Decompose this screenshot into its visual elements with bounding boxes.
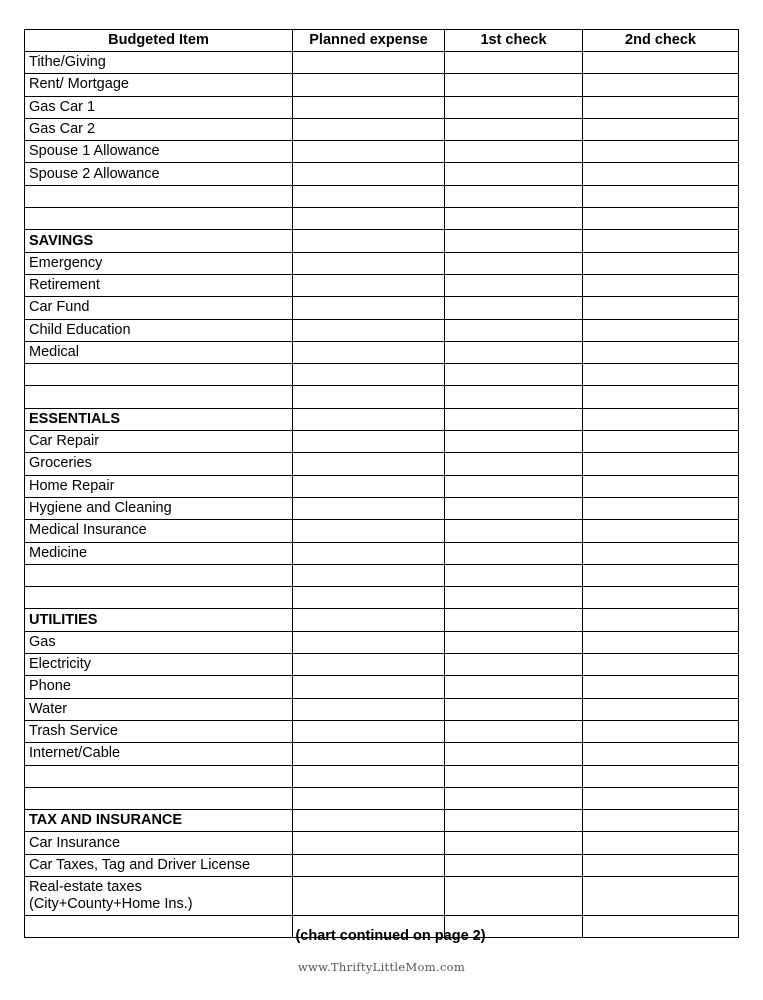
planned-expense-cell	[293, 720, 445, 742]
item-label: Water	[25, 698, 293, 720]
first-check-cell	[445, 252, 583, 274]
first-check-cell	[445, 364, 583, 386]
table-row	[25, 297, 739, 319]
section-header-row	[25, 408, 739, 430]
planned-expense-cell	[293, 252, 445, 274]
first-check-cell	[445, 654, 583, 676]
item-label: Spouse 1 Allowance	[25, 141, 293, 163]
item-label: Car Taxes, Tag and Driver License	[25, 854, 293, 876]
first-check-cell	[445, 297, 583, 319]
section-header-row	[25, 810, 739, 832]
first-check-cell	[445, 743, 583, 765]
first-check-cell	[445, 542, 583, 564]
item-label: Medical	[25, 341, 293, 363]
first-check-cell	[445, 52, 583, 74]
planned-expense-cell	[293, 185, 445, 207]
first-check-cell	[445, 787, 583, 809]
planned-expense-cell	[293, 564, 445, 586]
planned-expense-cell	[293, 341, 445, 363]
first-check-cell	[445, 832, 583, 854]
planned-expense-cell	[293, 163, 445, 185]
second-check-cell	[583, 720, 739, 742]
item-label: Rent/ Mortgage	[25, 74, 293, 96]
second-check-cell	[583, 274, 739, 296]
table-row	[25, 765, 739, 787]
table-row	[25, 676, 739, 698]
item-label: Tithe/Giving	[25, 52, 293, 74]
second-check-cell	[583, 386, 739, 408]
planned-expense-cell	[293, 96, 445, 118]
first-check-cell	[445, 698, 583, 720]
first-check-cell	[445, 631, 583, 653]
table-row	[25, 274, 739, 296]
planned-expense-cell	[293, 587, 445, 609]
second-check-cell	[583, 96, 739, 118]
second-check-cell	[583, 185, 739, 207]
table-row	[25, 654, 739, 676]
planned-expense-cell	[293, 408, 445, 430]
planned-expense-cell	[293, 453, 445, 475]
second-check-cell	[583, 497, 739, 519]
planned-expense-cell	[293, 542, 445, 564]
first-check-cell	[445, 408, 583, 430]
first-check-cell	[445, 96, 583, 118]
item-label: Internet/Cable	[25, 743, 293, 765]
first-check-cell	[445, 386, 583, 408]
second-check-cell	[583, 810, 739, 832]
item-label	[25, 386, 293, 408]
planned-expense-cell	[293, 319, 445, 341]
item-label: Car Repair	[25, 431, 293, 453]
second-check-cell	[583, 141, 739, 163]
item-label	[25, 185, 293, 207]
first-check-cell	[445, 453, 583, 475]
first-check-cell	[445, 163, 583, 185]
first-check-cell	[445, 520, 583, 542]
item-label: Spouse 2 Allowance	[25, 163, 293, 185]
planned-expense-cell	[293, 74, 445, 96]
item-label: Trash Service	[25, 720, 293, 742]
header-budgeted-item: Budgeted Item	[25, 30, 293, 52]
planned-expense-cell	[293, 141, 445, 163]
table-row	[25, 208, 739, 230]
budget-rows	[25, 52, 739, 938]
second-check-cell	[583, 542, 739, 564]
second-check-cell	[583, 676, 739, 698]
first-check-cell	[445, 319, 583, 341]
second-check-cell	[583, 832, 739, 854]
item-label	[25, 364, 293, 386]
item-label: Medicine	[25, 542, 293, 564]
table-row	[25, 185, 739, 207]
section-header-row	[25, 609, 739, 631]
second-check-cell	[583, 564, 739, 586]
first-check-cell	[445, 810, 583, 832]
table-row	[25, 787, 739, 809]
item-label: Gas	[25, 631, 293, 653]
table-row	[25, 564, 739, 586]
item-label: Gas Car 2	[25, 118, 293, 140]
planned-expense-cell	[293, 743, 445, 765]
item-label: Groceries	[25, 453, 293, 475]
planned-expense-cell	[293, 876, 445, 915]
second-check-cell	[583, 431, 739, 453]
first-check-cell	[445, 609, 583, 631]
second-check-cell	[583, 876, 739, 915]
table-row	[25, 52, 739, 74]
table-row	[25, 475, 739, 497]
item-label: Car Insurance	[25, 832, 293, 854]
table-row	[25, 876, 739, 915]
second-check-cell	[583, 364, 739, 386]
planned-expense-cell	[293, 698, 445, 720]
table-row	[25, 386, 739, 408]
item-label	[25, 787, 293, 809]
planned-expense-cell	[293, 654, 445, 676]
planned-expense-cell	[293, 497, 445, 519]
second-check-cell	[583, 297, 739, 319]
item-label: Medical Insurance	[25, 520, 293, 542]
first-check-cell	[445, 185, 583, 207]
item-label	[25, 587, 293, 609]
table-row	[25, 96, 739, 118]
table-row	[25, 74, 739, 96]
item-label	[25, 765, 293, 787]
table-row	[25, 319, 739, 341]
planned-expense-cell	[293, 832, 445, 854]
planned-expense-cell	[293, 854, 445, 876]
header-planned-expense: Planned expense	[293, 30, 445, 52]
planned-expense-cell	[293, 810, 445, 832]
first-check-cell	[445, 230, 583, 252]
first-check-cell	[445, 431, 583, 453]
first-check-cell	[445, 74, 583, 96]
header-row	[25, 30, 739, 52]
second-check-cell	[583, 52, 739, 74]
second-check-cell	[583, 854, 739, 876]
second-check-cell	[583, 74, 739, 96]
first-check-cell	[445, 587, 583, 609]
item-label: Home Repair	[25, 475, 293, 497]
section-header-row	[25, 230, 739, 252]
table-row	[25, 118, 739, 140]
second-check-cell	[583, 252, 739, 274]
table-row	[25, 364, 739, 386]
second-check-cell	[583, 163, 739, 185]
item-label: Child Education	[25, 319, 293, 341]
second-check-cell	[583, 408, 739, 430]
table-row	[25, 341, 739, 363]
second-check-cell	[583, 475, 739, 497]
planned-expense-cell	[293, 676, 445, 698]
first-check-cell	[445, 475, 583, 497]
planned-expense-cell	[293, 118, 445, 140]
second-check-cell	[583, 118, 739, 140]
first-check-cell	[445, 564, 583, 586]
first-check-cell	[445, 876, 583, 915]
planned-expense-cell	[293, 631, 445, 653]
second-check-cell	[583, 654, 739, 676]
second-check-cell	[583, 520, 739, 542]
planned-expense-cell	[293, 765, 445, 787]
table-row	[25, 720, 739, 742]
item-label: Gas Car 1	[25, 96, 293, 118]
planned-expense-cell	[293, 609, 445, 631]
first-check-cell	[445, 208, 583, 230]
table-row	[25, 698, 739, 720]
planned-expense-cell	[293, 52, 445, 74]
continued-note: (chart continued on page 2)	[295, 928, 486, 944]
item-label: Hygiene and Cleaning	[25, 497, 293, 519]
second-check-cell	[583, 453, 739, 475]
item-label: Electricity	[25, 654, 293, 676]
planned-expense-cell	[293, 364, 445, 386]
planned-expense-cell	[293, 208, 445, 230]
item-label	[25, 876, 293, 915]
first-check-cell	[445, 141, 583, 163]
item-label: Retirement	[25, 274, 293, 296]
second-check-cell	[583, 631, 739, 653]
item-label	[25, 564, 293, 586]
table-row	[25, 431, 739, 453]
table-row	[25, 587, 739, 609]
budget-table	[24, 29, 739, 938]
second-check-cell	[583, 698, 739, 720]
table-row	[25, 542, 739, 564]
planned-expense-cell	[293, 230, 445, 252]
item-label-line: Real-estate taxes	[29, 878, 142, 895]
first-check-cell	[445, 676, 583, 698]
second-check-cell	[583, 609, 739, 631]
planned-expense-cell	[293, 274, 445, 296]
planned-expense-cell	[293, 787, 445, 809]
item-label: Car Fund	[25, 297, 293, 319]
first-check-cell	[445, 341, 583, 363]
first-check-cell	[445, 765, 583, 787]
table-row	[25, 163, 739, 185]
section-label: TAX AND INSURANCE	[25, 810, 293, 832]
item-label-line: (City+County+Home Ins.)	[29, 895, 193, 912]
planned-expense-cell	[293, 297, 445, 319]
section-label: UTILITIES	[25, 609, 293, 631]
first-check-cell	[445, 274, 583, 296]
second-check-cell	[583, 341, 739, 363]
first-check-cell	[445, 118, 583, 140]
second-check-cell	[583, 765, 739, 787]
second-check-cell	[583, 230, 739, 252]
section-label: ESSENTIALS	[25, 408, 293, 430]
second-check-cell	[583, 208, 739, 230]
planned-expense-cell	[293, 431, 445, 453]
table-row	[25, 252, 739, 274]
website-credit: www.ThriftyLittleMom.com	[297, 960, 466, 974]
table-row	[25, 497, 739, 519]
second-check-cell	[583, 319, 739, 341]
first-check-cell	[445, 720, 583, 742]
second-check-cell	[583, 743, 739, 765]
second-check-cell	[583, 587, 739, 609]
section-label: SAVINGS	[25, 230, 293, 252]
item-label: Phone	[25, 676, 293, 698]
item-label	[25, 208, 293, 230]
table-row	[25, 453, 739, 475]
header-second-check: 2nd check	[583, 30, 739, 52]
planned-expense-cell	[293, 520, 445, 542]
table-row	[25, 520, 739, 542]
first-check-cell	[445, 497, 583, 519]
table-row	[25, 743, 739, 765]
table-row	[25, 631, 739, 653]
planned-expense-cell	[293, 475, 445, 497]
table-row	[25, 141, 739, 163]
table-row	[25, 854, 739, 876]
second-check-cell	[583, 787, 739, 809]
item-label: Emergency	[25, 252, 293, 274]
planned-expense-cell	[293, 386, 445, 408]
first-check-cell	[445, 854, 583, 876]
table-row	[25, 832, 739, 854]
header-first-check: 1st check	[445, 30, 583, 52]
